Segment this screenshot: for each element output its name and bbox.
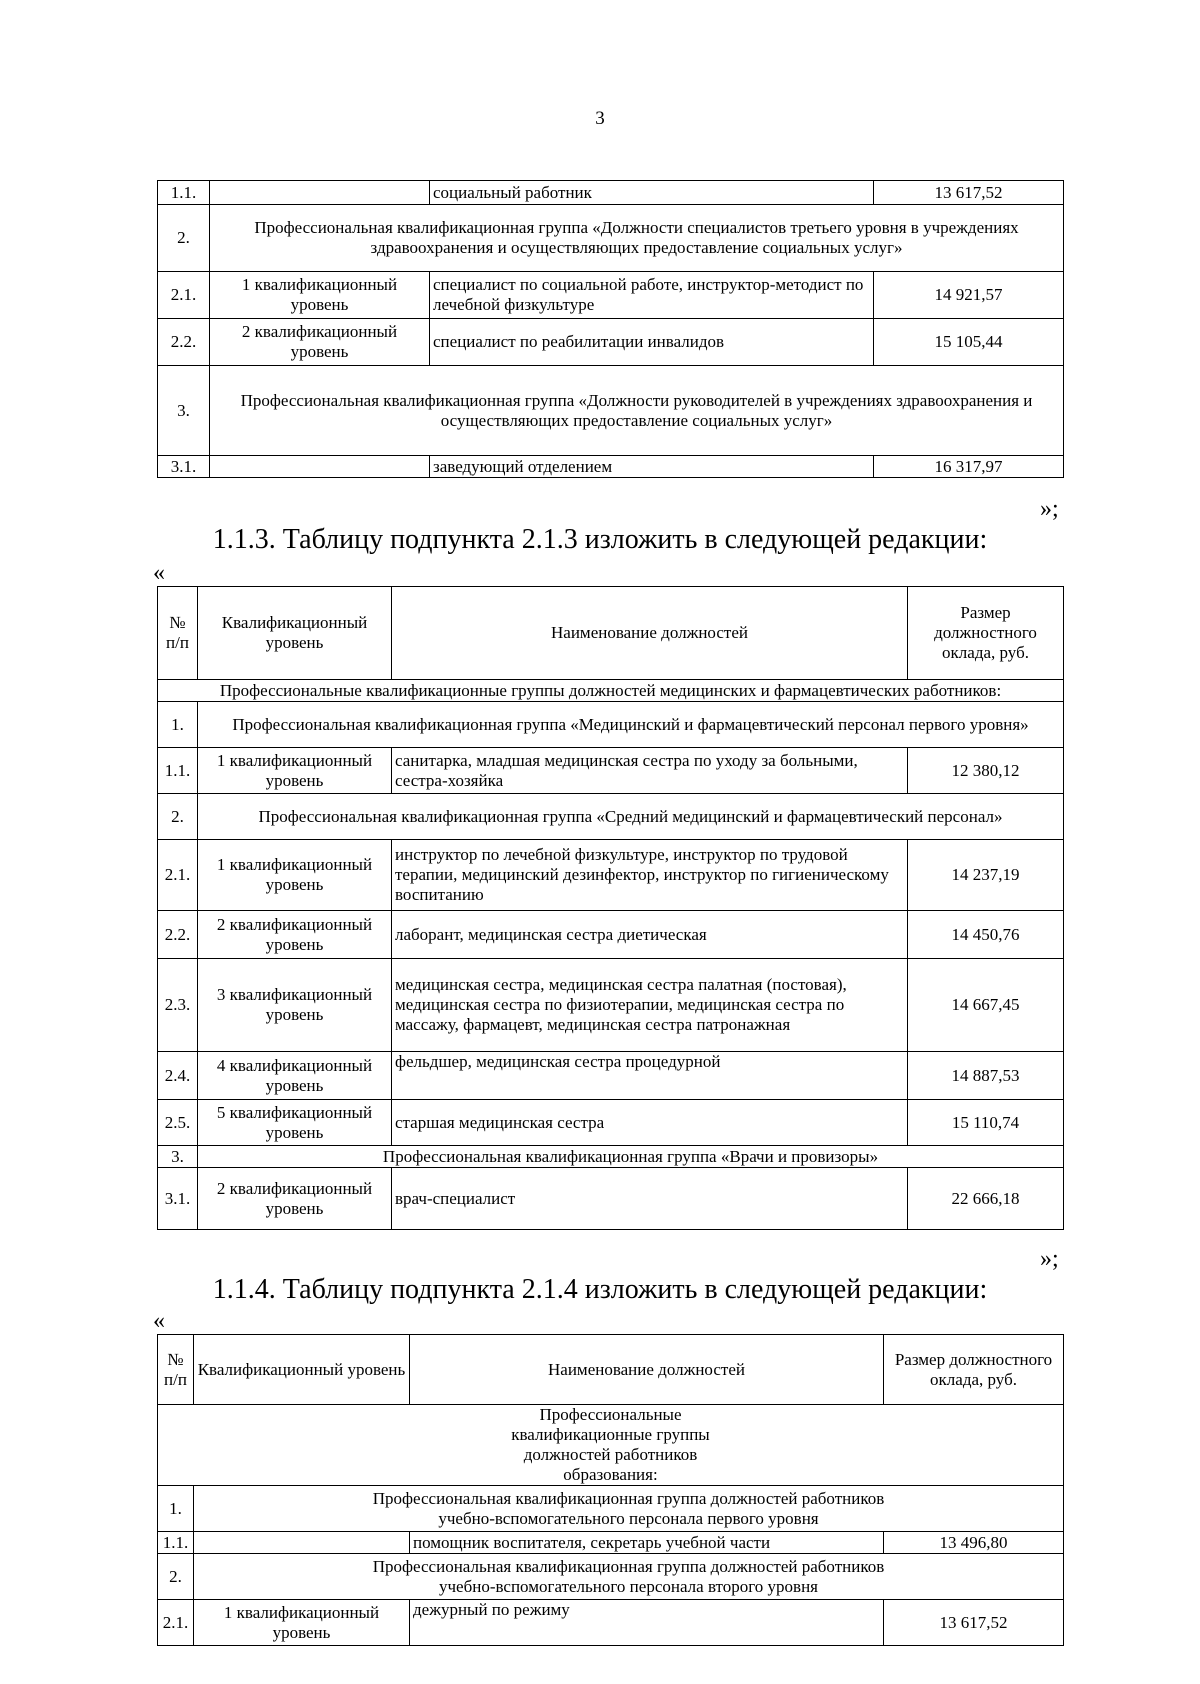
level-cell: 2 квалификационный уровень [198, 1168, 392, 1230]
row-number: 2.1. [158, 1600, 194, 1646]
salary-cell: 14 450,76 [908, 911, 1064, 959]
page-number: 3 [595, 108, 605, 129]
group-title: Профессиональная квалификационная группа должностей работников учебно-вспомогательного персонала второго уровня [194, 1554, 1064, 1600]
header-num: № п/п [158, 1335, 194, 1405]
table-3 [157, 1334, 1064, 1646]
salary-cell: 13 496,80 [884, 1532, 1064, 1554]
salary-cell: 14 921,57 [874, 272, 1064, 319]
row-number: 1. [158, 702, 198, 748]
position-cell: старшая медицинская сестра [392, 1100, 908, 1146]
opening-quote: « [153, 1308, 165, 1334]
level-cell: 1 квалификационный уровень [210, 272, 430, 319]
group-row [158, 1486, 1064, 1532]
level-cell: 3 квалификационный уровень [198, 959, 392, 1052]
group-title: Профессиональная квалификационная группа «Средний медицинский и фармацевтический персонал» [198, 794, 1064, 840]
position-cell: заведующий отделением [430, 456, 874, 478]
table-1 [157, 180, 1064, 478]
level-cell: 2 квалификационный уровень [198, 911, 392, 959]
closing-quote: »; [1040, 496, 1059, 522]
table-row [158, 1600, 1064, 1646]
table-row [158, 1168, 1064, 1230]
level-cell: 5 квалификационный уровень [198, 1100, 392, 1146]
level-cell [210, 456, 430, 478]
row-number: 3.1. [158, 1168, 198, 1230]
row-number: 2.2. [158, 319, 210, 366]
section-row [158, 680, 1064, 702]
header-salary: Размер должностного оклада, руб. [884, 1335, 1064, 1405]
row-number: 2.4. [158, 1052, 198, 1100]
row-number: 1.1. [158, 181, 210, 205]
table-row [158, 959, 1064, 1052]
row-number: 2. [158, 794, 198, 840]
level-cell: 1 квалификационный уровень [194, 1600, 410, 1646]
salary-cell: 16 317,97 [874, 456, 1064, 478]
row-number: 3.1. [158, 456, 210, 478]
salary-cell: 14 667,45 [908, 959, 1064, 1052]
header-row [158, 587, 1064, 680]
heading-1-1-4: 1.1.4. Таблицу подпункта 2.1.4 изложить в следующей редакции: [212, 1274, 988, 1305]
position-cell: инструктор по лечебной физкультуре, инструктор по трудовой терапии, медицинский дезинфектор, инструктор по гигиеническому воспитанию [392, 840, 908, 911]
group-row [158, 366, 1064, 456]
salary-cell: 15 105,44 [874, 319, 1064, 366]
position-cell: врач-специалист [392, 1168, 908, 1230]
position-cell: социальный работник [430, 181, 874, 205]
level-cell: 2 квалификационный уровень [210, 319, 430, 366]
header-position: Наименование должностей [410, 1335, 884, 1405]
position-cell: медицинская сестра, медицинская сестра палатная (постовая), медицинская сестра по физиотерапии, медицинская сестра по массажу, фармацевт, медицинская сестра патронажная [392, 959, 908, 1052]
level-cell: 4 квалификационный уровень [198, 1052, 392, 1100]
level-cell [194, 1532, 410, 1554]
salary-cell: 12 380,12 [908, 748, 1064, 794]
row-number: 3. [158, 366, 210, 456]
heading-1-1-3: 1.1.3. Таблицу подпункта 2.1.3 изложить в следующей редакции: [212, 524, 988, 555]
group-row [158, 1554, 1064, 1600]
level-cell: 1 квалификационный уровень [198, 840, 392, 911]
row-number: 1. [158, 1486, 194, 1532]
section-title: Профессиональные квалификационные группы должностей медицинских и фармацевтических работников: [158, 680, 1064, 702]
table-2 [157, 586, 1064, 1230]
level-cell: 1 квалификационный уровень [198, 748, 392, 794]
row-number: 2.1. [158, 840, 198, 911]
group-row [158, 205, 1064, 272]
salary-cell: 13 617,52 [874, 181, 1064, 205]
position-cell: специалист по реабилитации инвалидов [430, 319, 874, 366]
header-position: Наименование должностей [392, 587, 908, 680]
group-row [158, 794, 1064, 840]
salary-cell: 22 666,18 [908, 1168, 1064, 1230]
table-row [158, 181, 1064, 205]
group-title: Профессиональная квалификационная группа «Должности специалистов третьего уровня в учреждениях здравоохранения и осуществляющих предоставление социальных услуг» [210, 205, 1064, 272]
section-title: Профессиональные квалификационные группы должностей работников образования: [158, 1405, 1064, 1486]
group-title: Профессиональная квалификационная группа «Должности руководителей в учреждениях здравоохранения и осуществляющих предоставление социальных услуг» [210, 366, 1064, 456]
closing-quote: »; [1040, 1246, 1059, 1272]
header-row [158, 1335, 1064, 1405]
table-row [158, 319, 1064, 366]
table-row [158, 1052, 1064, 1100]
position-cell: дежурный по режиму [410, 1600, 884, 1646]
row-number: 2.2. [158, 911, 198, 959]
group-title: Профессиональная квалификационная группа «Медицинский и фармацевтический персонал первого уровня» [198, 702, 1064, 748]
table-row [158, 456, 1064, 478]
row-number: 2.1. [158, 272, 210, 319]
table-row [158, 911, 1064, 959]
position-cell: санитарка, младшая медицинская сестра по уходу за больными, сестра-хозяйка [392, 748, 908, 794]
header-salary: Размер должностного оклада, руб. [908, 587, 1064, 680]
salary-cell: 14 887,53 [908, 1052, 1064, 1100]
row-number: 2. [158, 1554, 194, 1600]
position-cell: лаборант, медицинская сестра диетическая [392, 911, 908, 959]
position-cell: помощник воспитателя, секретарь учебной части [410, 1532, 884, 1554]
row-number: 2.5. [158, 1100, 198, 1146]
header-level: Квалификационный уровень [194, 1335, 410, 1405]
position-cell: специалист по социальной работе, инструктор-методист по лечебной физкультуре [430, 272, 874, 319]
table-row [158, 748, 1064, 794]
table-row [158, 1532, 1064, 1554]
header-num: № п/п [158, 587, 198, 680]
group-row [158, 702, 1064, 748]
table-row [158, 272, 1064, 319]
salary-cell: 15 110,74 [908, 1100, 1064, 1146]
row-number: 1.1. [158, 748, 198, 794]
salary-cell: 14 237,19 [908, 840, 1064, 911]
section-row [158, 1405, 1064, 1486]
table-row [158, 840, 1064, 911]
table-row [158, 1100, 1064, 1146]
salary-cell: 13 617,52 [884, 1600, 1064, 1646]
group-row [158, 1146, 1064, 1168]
group-title: Профессиональная квалификационная группа должностей работников учебно-вспомогательного персонала первого уровня [194, 1486, 1064, 1532]
group-title: Профессиональная квалификационная группа «Врачи и провизоры» [198, 1146, 1064, 1168]
row-number: 1.1. [158, 1532, 194, 1554]
row-number: 2. [158, 205, 210, 272]
position-cell: фельдшер, медицинская сестра процедурной [392, 1052, 908, 1100]
level-cell [210, 181, 430, 205]
row-number: 3. [158, 1146, 198, 1168]
row-number: 2.3. [158, 959, 198, 1052]
opening-quote: « [153, 560, 165, 586]
header-level: Квалификационный уровень [198, 587, 392, 680]
